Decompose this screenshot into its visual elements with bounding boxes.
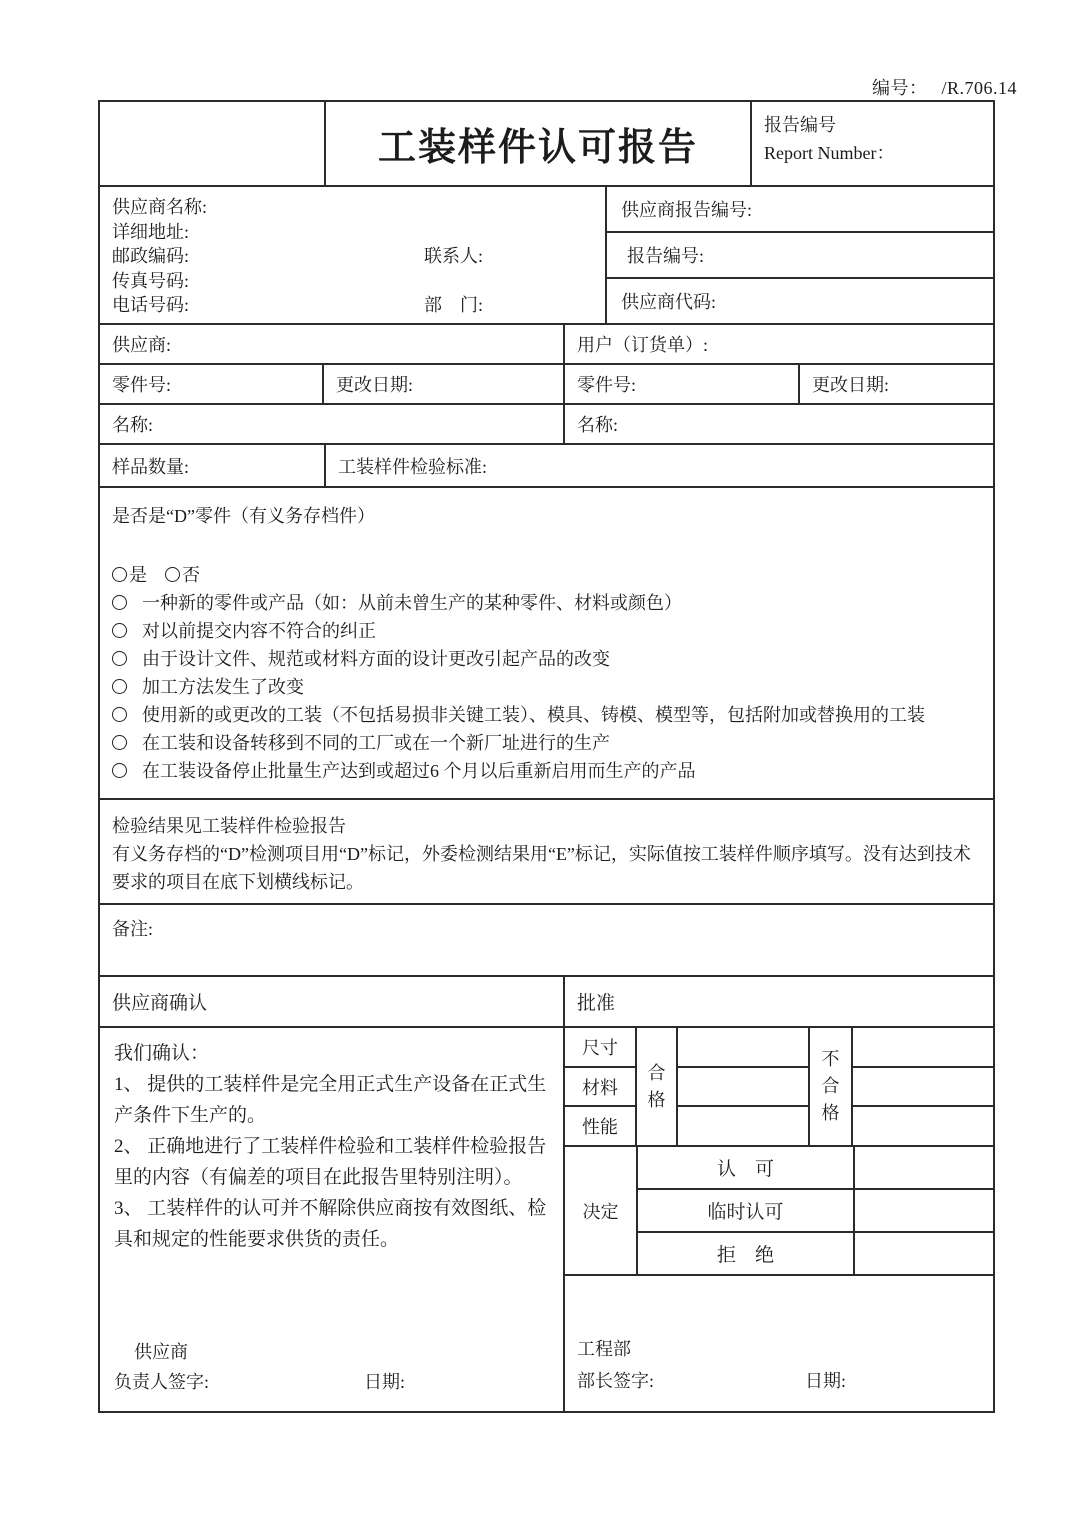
doc-number xyxy=(872,74,1017,100)
bottom-section xyxy=(100,1028,993,1411)
supplier-contact-label: 联系人: xyxy=(424,246,484,266)
dept-title: 工程部 xyxy=(577,1339,631,1359)
page-title: 工装样件认可报告 xyxy=(377,127,698,169)
fail-result-column xyxy=(853,1028,993,1145)
doc-number-label: 编号： xyxy=(871,78,928,98)
report-number-label-cn: 报告编号 xyxy=(764,115,836,135)
decision-reject-label: 拒 绝 xyxy=(716,1245,774,1266)
d-part-option xyxy=(112,616,981,644)
d-part-option xyxy=(112,728,981,756)
supplier-confirm-header: 供应商确认 xyxy=(100,977,565,1026)
name-left-label: 名称: xyxy=(100,405,565,443)
d-part-option xyxy=(112,700,981,728)
header-row xyxy=(100,102,993,187)
doc-number-value: /R.706.14 xyxy=(941,78,1017,98)
pass-result-column xyxy=(678,1028,810,1145)
decision-result-column xyxy=(855,1147,993,1274)
supplier-info-row xyxy=(100,187,993,325)
supplier-date-label: 日期: xyxy=(364,1372,406,1392)
decision-approve-label: 认 可 xyxy=(638,1147,853,1190)
d-part-question: 是否是“D”零件（有义务存档件） xyxy=(112,506,375,526)
supplier-confirm-cell xyxy=(100,1028,565,1411)
report-number-cell xyxy=(752,102,993,185)
option-label: 在工装设备停止批量生产达到或超过6 个月以后重新启用而生产的产品 xyxy=(142,761,696,781)
option-label: 在工装和设备转移到不同的工厂或在一个新厂址进行的生产 xyxy=(142,733,610,753)
fail-result-cell xyxy=(853,1028,993,1068)
dept-date-label: 日期: xyxy=(805,1371,847,1391)
supplier-contact-cell xyxy=(100,187,607,323)
supplier-code-label: 供应商代码: xyxy=(621,292,717,312)
radio-icon xyxy=(112,707,127,722)
supplier-sign-label: 负责人签字: xyxy=(114,1372,210,1392)
confirm-approve-header-row xyxy=(100,977,993,1028)
decision-result-cell xyxy=(855,1147,993,1190)
d-part-option xyxy=(112,756,981,784)
change-date-left-label: 更改日期: xyxy=(324,365,565,403)
pass-fail-matrix xyxy=(565,1028,993,1147)
radio-icon xyxy=(112,651,127,666)
option-label: 使用新的或更改的工装（不包括易损非关键工装）、模具、铸模、模型等，包括附加或替换用的工装 xyxy=(142,705,925,725)
no-label: 否 xyxy=(182,565,200,585)
option-label: 对以前提交内容不符合的纠正 xyxy=(142,621,376,641)
d-part-option xyxy=(112,588,981,616)
supplier-address-label: 详细地址: xyxy=(112,221,190,242)
approval-grid xyxy=(565,1028,993,1411)
radio-icon xyxy=(112,735,127,750)
pass-label: 合格 xyxy=(637,1028,678,1145)
confirm-item: 2、 正确地进行了工装样件检验和工装样件检验报告里的内容（有偏差的项目在此报告里特别注明）。 xyxy=(114,1136,547,1188)
radio-yes-icon xyxy=(112,567,127,582)
part-no-left-label: 零件号: xyxy=(100,365,324,403)
decision-label: 决定 xyxy=(565,1147,638,1274)
logo-cell xyxy=(100,102,326,185)
supplier-report-no-label: 供应商报告编号: xyxy=(607,187,993,233)
inspection-note-line1: 检验结果见工装样件检验报告 xyxy=(112,816,346,836)
supplier-sign-title: 供应商 xyxy=(134,1342,188,1362)
user-order-label: 用户（订货单）: xyxy=(577,335,709,355)
supplier-fax-label: 传真号码: xyxy=(112,270,190,291)
confirm-item: 3、 工装样件的认可并不解除供应商按有效图纸、检具和规定的性能要求供货的责任。 xyxy=(114,1198,547,1250)
confirm-intro: 我们确认： xyxy=(114,1043,210,1064)
decision-result-cell xyxy=(855,1190,993,1233)
approve-header: 批准 xyxy=(577,993,616,1014)
dept-signature-block xyxy=(565,1276,993,1411)
supplier-signature-block xyxy=(114,1337,549,1397)
option-label: 由于设计文件、规范或材料方面的设计更改引起产品的改变 xyxy=(142,649,610,669)
dept-sign-label: 部长签字: xyxy=(577,1371,655,1391)
criteria-performance-label: 性能 xyxy=(582,1117,618,1138)
supplier-dept-label: 部 门: xyxy=(424,295,484,315)
remark-section xyxy=(100,905,993,977)
report-number-label-en: Report Number： xyxy=(764,143,895,163)
inspection-note-section xyxy=(100,800,993,905)
option-label: 一种新的零件或产品（如：从前未曾生产的某种零件、材料或颜色） xyxy=(142,593,682,613)
name-row xyxy=(100,405,993,445)
pass-result-cell xyxy=(678,1068,808,1108)
remark-label: 备注: xyxy=(112,919,154,939)
part-no-right-label: 零件号: xyxy=(565,365,800,403)
sample-qty-label: 样品数量: xyxy=(100,445,326,486)
supplier-label: 供应商: xyxy=(100,325,565,363)
supplier-name-label: 供应商名称: xyxy=(112,197,208,217)
decision-section xyxy=(565,1147,993,1276)
d-part-yes-no xyxy=(112,560,981,588)
fail-result-cell xyxy=(853,1068,993,1108)
fail-result-cell xyxy=(853,1107,993,1145)
criteria-dimension-label: 尺寸 xyxy=(565,1028,635,1068)
supplier-postcode-label: 邮政编码: xyxy=(112,246,190,266)
name-right-label: 名称: xyxy=(577,415,619,435)
d-part-section xyxy=(100,488,993,800)
radio-icon xyxy=(112,763,127,778)
option-label: 加工方法发生了改变 xyxy=(142,677,304,697)
inspection-standard-label: 工装样件检验标准: xyxy=(338,456,488,477)
supplier-numbers-cell xyxy=(607,187,993,323)
supplier-user-row xyxy=(100,325,993,365)
pass-result-cell xyxy=(678,1107,808,1145)
confirm-item: 1、 提供的工装样件是完全用正式生产设备在正式生产条件下生产的。 xyxy=(114,1074,547,1126)
radio-icon xyxy=(112,623,127,638)
inspection-note-line2: 有义务存档的“D”检测项目用“D”标记，外委检测结果用“E”标记，实际值按工装样件顺序填写。没有达到技术要求的项目在底下划横线标记。 xyxy=(112,844,971,892)
d-part-option xyxy=(112,672,981,700)
part-number-row xyxy=(100,365,993,405)
decision-temporary-label: 临时认可 xyxy=(638,1190,853,1233)
report-no-label: 报告编号: xyxy=(607,233,993,279)
radio-icon xyxy=(112,595,127,610)
supplier-phone-label: 电话号码: xyxy=(112,295,190,315)
criteria-material-label: 材料 xyxy=(565,1068,635,1108)
radio-icon xyxy=(112,679,127,694)
form-table xyxy=(98,100,995,1413)
radio-no-icon xyxy=(165,567,180,582)
sample-row xyxy=(100,445,993,488)
fail-label: 不合格 xyxy=(810,1028,853,1145)
yes-label: 是 xyxy=(129,565,147,585)
title-cell xyxy=(326,102,752,185)
change-date-right-label: 更改日期: xyxy=(812,375,890,395)
pass-result-cell xyxy=(678,1028,808,1068)
d-part-option xyxy=(112,644,981,672)
decision-result-cell xyxy=(855,1233,993,1274)
